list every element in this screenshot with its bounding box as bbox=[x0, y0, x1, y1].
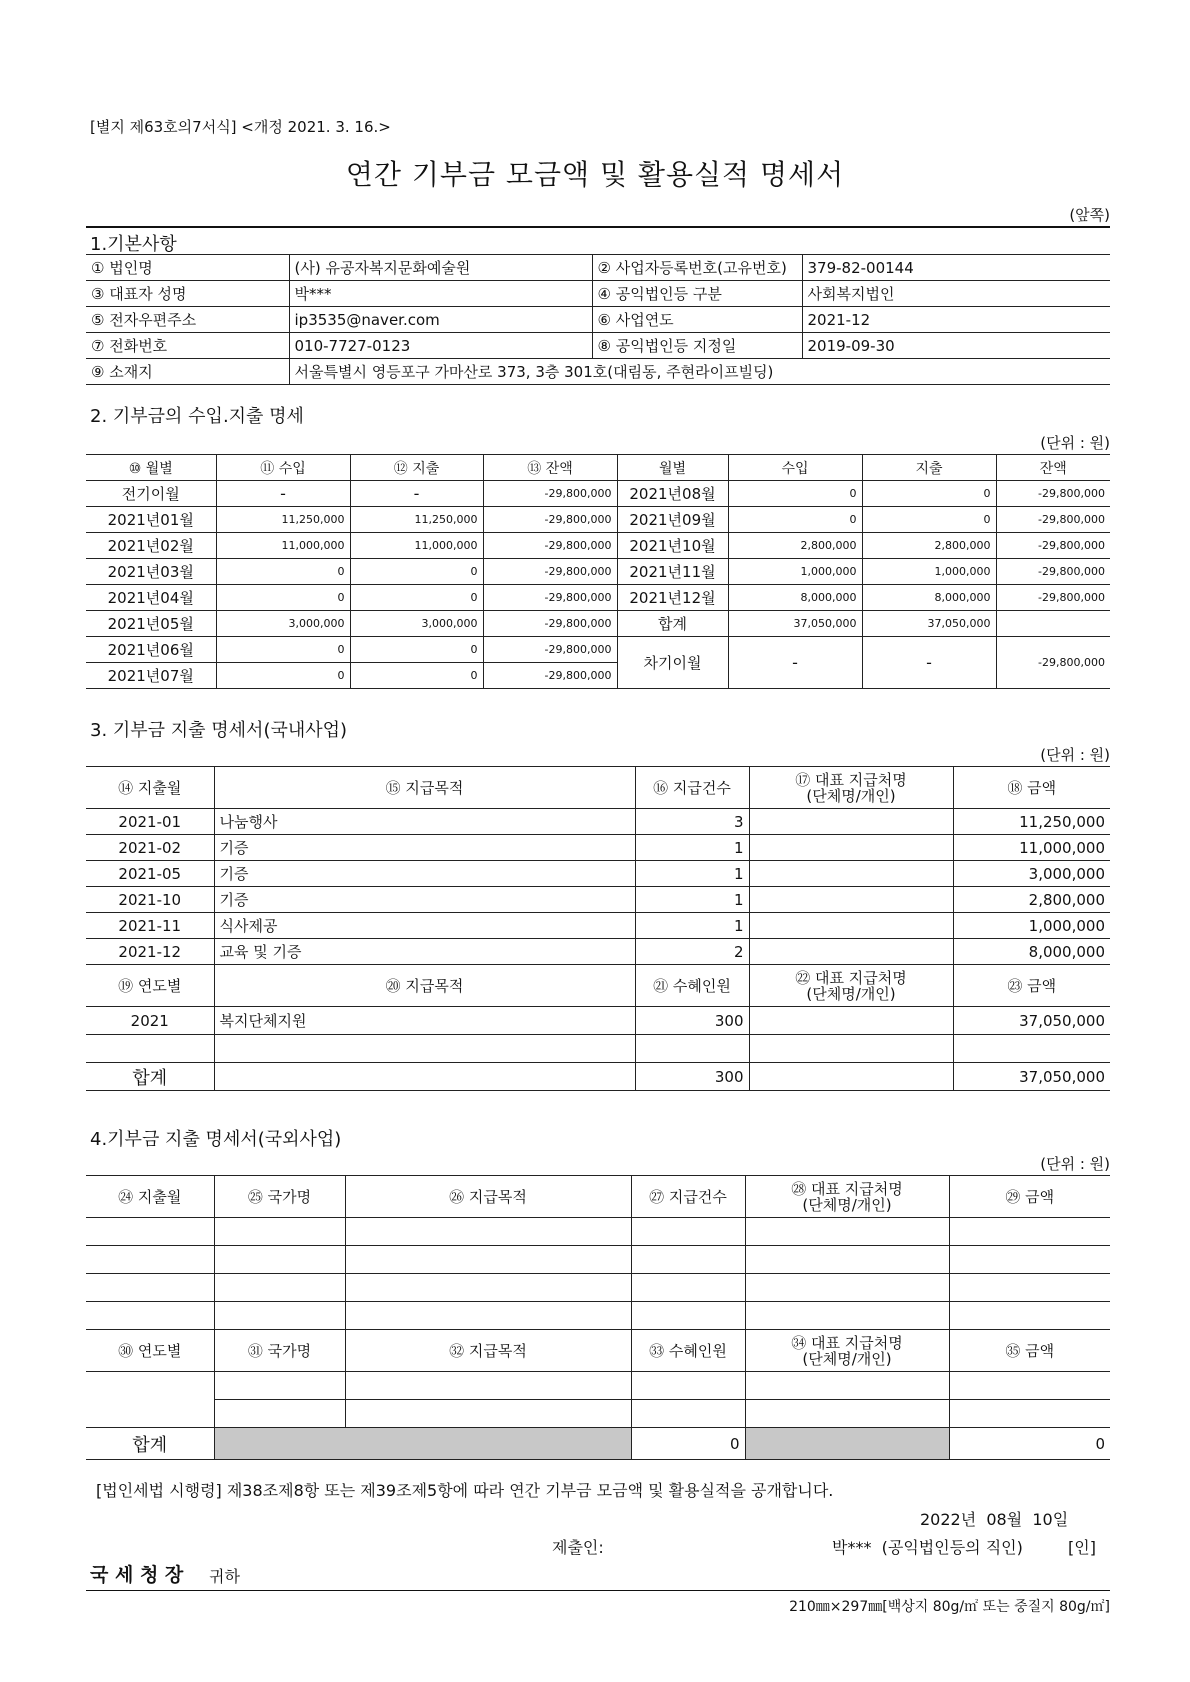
column-header: ⑬ 잔액 bbox=[483, 455, 617, 481]
empty-cell bbox=[214, 1372, 345, 1400]
empty-cell bbox=[745, 1302, 949, 1330]
page-side: (앞쪽) bbox=[1069, 206, 1110, 224]
recipient-cell bbox=[749, 939, 953, 965]
total-amount: 0 bbox=[949, 1428, 1110, 1460]
table-header-row bbox=[86, 455, 1110, 481]
empty-cell bbox=[949, 1400, 1110, 1428]
total-row bbox=[86, 1063, 1110, 1091]
income-cell: 3,000,000 bbox=[216, 611, 350, 637]
column-header: ⑱ 금액 bbox=[953, 767, 1110, 809]
table-header-row bbox=[86, 1176, 1110, 1218]
info-value: (사) 유공자복지문화예술원 bbox=[289, 255, 592, 281]
table-row bbox=[86, 637, 1110, 663]
empty-cell bbox=[214, 1302, 345, 1330]
balance-cell bbox=[996, 611, 1110, 637]
balance-cell: -29,800,000 bbox=[483, 637, 617, 663]
month-cell: 2021년08월 bbox=[617, 481, 728, 507]
header-line: ㉞ 대표 지급처명 bbox=[791, 1333, 903, 1352]
empty-cell bbox=[86, 1246, 214, 1274]
amount-cell: 2,800,000 bbox=[953, 887, 1110, 913]
column-header: ㉖ 지급목적 bbox=[345, 1176, 631, 1218]
column-header: ㉗ 지급건수 bbox=[631, 1176, 745, 1218]
unit-label: (단위 : 원) bbox=[1040, 1155, 1110, 1173]
section-divider bbox=[86, 226, 1110, 228]
info-value: 379-82-00144 bbox=[802, 255, 1110, 281]
column-header bbox=[749, 767, 953, 809]
info-row bbox=[86, 359, 1110, 385]
count-cell: 3 bbox=[635, 809, 749, 835]
income-cell: 8,000,000 bbox=[728, 585, 862, 611]
month-cell: 2021년05월 bbox=[86, 611, 216, 637]
balance-cell: -29,800,000 bbox=[483, 481, 617, 507]
count-cell: 300 bbox=[635, 1007, 749, 1035]
column-header: ㉙ 금액 bbox=[949, 1176, 1110, 1218]
column-header: ⑲ 연도별 bbox=[86, 965, 214, 1007]
section-1-heading: 1.기본사항 bbox=[90, 234, 177, 255]
count-cell: 2 bbox=[635, 939, 749, 965]
month-cell: 2021년07월 bbox=[86, 663, 216, 689]
empty-cell bbox=[345, 1218, 631, 1246]
total-count: 0 bbox=[631, 1428, 745, 1460]
month-cell: 2021년04월 bbox=[86, 585, 216, 611]
purpose-cell: 교육 및 기증 bbox=[214, 939, 635, 965]
count-cell: 1 bbox=[635, 861, 749, 887]
header-line: (단체명/개인) bbox=[802, 1195, 892, 1214]
income-cell: 2,800,000 bbox=[728, 533, 862, 559]
expense-cell: 2,800,000 bbox=[862, 533, 996, 559]
info-label: ⑥ 사업연도 bbox=[592, 307, 802, 333]
empty-cell bbox=[635, 1035, 749, 1063]
month-cell: 2021-01 bbox=[86, 809, 214, 835]
table-row bbox=[86, 1372, 1110, 1400]
column-header bbox=[749, 965, 953, 1007]
table-row bbox=[86, 1035, 1110, 1063]
page-title: 연간 기부금 모금액 및 활용실적 명세서 bbox=[345, 158, 845, 191]
column-header: 지출 bbox=[862, 455, 996, 481]
count-cell: 1 bbox=[635, 913, 749, 939]
balance-cell: -29,800,000 bbox=[996, 559, 1110, 585]
empty-cell bbox=[631, 1400, 745, 1428]
info-label: ① 법인명 bbox=[86, 255, 289, 281]
column-header bbox=[745, 1330, 949, 1372]
total-label: 합계 bbox=[86, 1428, 214, 1460]
empty-cell bbox=[949, 1274, 1110, 1302]
empty-cell bbox=[745, 1246, 949, 1274]
form-header: [별지 제63호의7서식] <개정 2021. 3. 16.> bbox=[90, 118, 391, 136]
info-label: ⑦ 전화번호 bbox=[86, 333, 289, 359]
expense-cell: 11,000,000 bbox=[350, 533, 483, 559]
recipient-cell bbox=[749, 887, 953, 913]
column-header: ⑮ 지급목적 bbox=[214, 767, 635, 809]
table-header-row bbox=[86, 965, 1110, 1007]
column-header: ㉑ 수혜인원 bbox=[635, 965, 749, 1007]
total-count: 300 bbox=[635, 1063, 749, 1091]
empty-cell bbox=[745, 1274, 949, 1302]
income-cell: 0 bbox=[216, 585, 350, 611]
empty-cell bbox=[214, 1035, 635, 1063]
table-row bbox=[86, 887, 1110, 913]
empty-cell bbox=[214, 1274, 345, 1302]
legal-notice: [법인세법 시행령] 제38조제8항 또는 제39조제5항에 따라 연간 기부금 모금액 및 활용실적을 공개합니다. bbox=[96, 1481, 834, 1500]
column-header: 잔액 bbox=[996, 455, 1110, 481]
empty-cell bbox=[345, 1372, 631, 1400]
count-cell: 1 bbox=[635, 887, 749, 913]
table-row bbox=[86, 559, 1110, 585]
header-line: (단체명/개인) bbox=[806, 786, 896, 805]
empty-cell bbox=[86, 1035, 214, 1063]
empty-cell bbox=[745, 1372, 949, 1400]
empty-cell bbox=[749, 1035, 953, 1063]
column-header: ㉟ 금액 bbox=[949, 1330, 1110, 1372]
empty-cell bbox=[745, 1218, 949, 1246]
unit-label: (단위 : 원) bbox=[1040, 746, 1110, 764]
column-header: 수입 bbox=[728, 455, 862, 481]
expense-cell: 8,000,000 bbox=[862, 585, 996, 611]
column-header: ㉓ 금액 bbox=[953, 965, 1110, 1007]
info-label: ② 사업자등록번호(고유번호) bbox=[592, 255, 802, 281]
shaded-cell bbox=[745, 1428, 949, 1460]
expense-cell: 3,000,000 bbox=[350, 611, 483, 637]
empty-cell bbox=[345, 1246, 631, 1274]
expense-cell: 0 bbox=[350, 663, 483, 689]
amount-cell: 1,000,000 bbox=[953, 913, 1110, 939]
purpose-cell: 나눔행사 bbox=[214, 809, 635, 835]
month-cell: 2021-11 bbox=[86, 913, 214, 939]
table-row bbox=[86, 1400, 1110, 1428]
balance-cell: -29,800,000 bbox=[483, 559, 617, 585]
table-row bbox=[86, 835, 1110, 861]
header-line: (단체명/개인) bbox=[806, 984, 896, 1003]
table-header-row bbox=[86, 1330, 1110, 1372]
empty-cell bbox=[345, 1302, 631, 1330]
month-cell: 2021년01월 bbox=[86, 507, 216, 533]
table-row bbox=[86, 611, 1110, 637]
recipient-cell bbox=[749, 809, 953, 835]
domestic-expense-table bbox=[86, 766, 1110, 1091]
income-cell: 11,250,000 bbox=[216, 507, 350, 533]
info-row bbox=[86, 307, 1110, 333]
section-4-heading: 4.기부금 지출 명세서(국외사업) bbox=[90, 1129, 342, 1150]
table-row bbox=[86, 507, 1110, 533]
expense-cell: 37,050,000 bbox=[862, 611, 996, 637]
column-header: ㉝ 수혜인원 bbox=[631, 1330, 745, 1372]
table-row bbox=[86, 585, 1110, 611]
header-line: ㉘ 대표 지급처명 bbox=[791, 1179, 903, 1198]
income-cell: 37,050,000 bbox=[728, 611, 862, 637]
balance-cell: -29,800,000 bbox=[996, 585, 1110, 611]
info-label: ③ 대표자 성명 bbox=[86, 281, 289, 307]
amount-cell: 11,000,000 bbox=[953, 835, 1110, 861]
month-cell: 2021-05 bbox=[86, 861, 214, 887]
balance-cell: -29,800,000 bbox=[483, 663, 617, 689]
empty-cell bbox=[949, 1218, 1110, 1246]
basic-info-table bbox=[86, 254, 1110, 385]
info-row bbox=[86, 255, 1110, 281]
income-cell: 0 bbox=[216, 663, 350, 689]
empty-cell bbox=[86, 1372, 214, 1428]
column-header: ⑳ 지급목적 bbox=[214, 965, 635, 1007]
income-expense-table bbox=[86, 454, 1110, 689]
month-cell: 2021년03월 bbox=[86, 559, 216, 585]
info-value: 2021-12 bbox=[802, 307, 1110, 333]
empty-cell bbox=[745, 1400, 949, 1428]
balance-cell: -29,800,000 bbox=[996, 507, 1110, 533]
expense-cell: - bbox=[350, 481, 483, 507]
info-value: 사회복지법인 bbox=[802, 281, 1110, 307]
purpose-cell: 복지단체지원 bbox=[214, 1007, 635, 1035]
month-cell: 2021년02월 bbox=[86, 533, 216, 559]
amount-cell: 3,000,000 bbox=[953, 861, 1110, 887]
overseas-expense-table bbox=[86, 1175, 1110, 1460]
info-row bbox=[86, 333, 1110, 359]
recipient-cell bbox=[749, 861, 953, 887]
empty-cell bbox=[631, 1246, 745, 1274]
column-header: ㉜ 지급목적 bbox=[345, 1330, 631, 1372]
column-header: ㉔ 지출월 bbox=[86, 1176, 214, 1218]
seal-mark: [인] bbox=[1068, 1538, 1096, 1557]
purpose-cell: 기증 bbox=[214, 861, 635, 887]
count-cell: 1 bbox=[635, 835, 749, 861]
info-label: ⑨ 소재지 bbox=[86, 359, 289, 385]
table-row bbox=[86, 1007, 1110, 1035]
income-cell: 1,000,000 bbox=[728, 559, 862, 585]
balance-cell: -29,800,000 bbox=[483, 533, 617, 559]
empty-cell bbox=[631, 1372, 745, 1400]
total-amount: 37,050,000 bbox=[953, 1063, 1110, 1091]
section-2-heading: 2. 기부금의 수입.지출 명세 bbox=[90, 406, 304, 427]
empty-cell bbox=[345, 1274, 631, 1302]
recipient-suffix: 귀하 bbox=[209, 1567, 240, 1586]
info-label: ④ 공익법인등 구분 bbox=[592, 281, 802, 307]
column-header: ⑪ 수입 bbox=[216, 455, 350, 481]
purpose-cell: 기증 bbox=[214, 887, 635, 913]
amount-cell: 37,050,000 bbox=[953, 1007, 1110, 1035]
empty-cell bbox=[86, 1302, 214, 1330]
month-cell: 2021-12 bbox=[86, 939, 214, 965]
table-row bbox=[86, 533, 1110, 559]
table-row bbox=[86, 809, 1110, 835]
income-cell: 11,000,000 bbox=[216, 533, 350, 559]
footer-divider bbox=[86, 1590, 1110, 1591]
empty-cell bbox=[631, 1302, 745, 1330]
month-cell: 2021년11월 bbox=[617, 559, 728, 585]
balance-cell: -29,800,000 bbox=[483, 585, 617, 611]
carry-balance-cell: -29,800,000 bbox=[996, 637, 1110, 689]
info-value: 2019-09-30 bbox=[802, 333, 1110, 359]
table-row bbox=[86, 1218, 1110, 1246]
carry-expense-cell: - bbox=[862, 637, 996, 689]
recipient-cell bbox=[749, 913, 953, 939]
empty-cell bbox=[214, 1400, 345, 1428]
recipient-cell bbox=[749, 835, 953, 861]
shaded-cell bbox=[214, 1428, 631, 1460]
column-header: ⑭ 지출월 bbox=[86, 767, 214, 809]
total-row bbox=[86, 1428, 1110, 1460]
amount-cell: 8,000,000 bbox=[953, 939, 1110, 965]
submitter-label: 제출인: bbox=[552, 1538, 604, 1557]
expense-cell: 0 bbox=[350, 637, 483, 663]
section-3-heading: 3. 기부금 지출 명세서(국내사업) bbox=[90, 720, 348, 741]
empty-cell bbox=[631, 1274, 745, 1302]
empty-cell bbox=[86, 1274, 214, 1302]
income-cell: - bbox=[216, 481, 350, 507]
month-cell: 2021년10월 bbox=[617, 533, 728, 559]
empty-cell bbox=[86, 1218, 214, 1246]
recipient: 국 세 청 장 bbox=[90, 1564, 184, 1586]
submission-date: 2022년 08월 10일 bbox=[920, 1510, 1069, 1529]
empty-cell bbox=[749, 1063, 953, 1091]
info-value: 박*** bbox=[289, 281, 592, 307]
table-row bbox=[86, 913, 1110, 939]
income-cell: 0 bbox=[728, 481, 862, 507]
carry-income-cell: - bbox=[728, 637, 862, 689]
empty-cell bbox=[345, 1400, 631, 1428]
expense-cell: 0 bbox=[350, 585, 483, 611]
purpose-cell: 기증 bbox=[214, 835, 635, 861]
info-label: ⑤ 전자우편주소 bbox=[86, 307, 289, 333]
balance-cell: -29,800,000 bbox=[996, 481, 1110, 507]
empty-cell bbox=[214, 1063, 635, 1091]
info-label: ⑧ 공익법인등 지정일 bbox=[592, 333, 802, 359]
table-row bbox=[86, 861, 1110, 887]
month-cell: 2021년06월 bbox=[86, 637, 216, 663]
unit-label: (단위 : 원) bbox=[1040, 434, 1110, 452]
empty-cell bbox=[949, 1246, 1110, 1274]
empty-cell bbox=[214, 1218, 345, 1246]
paper-spec: 210㎜×297㎜[백상지 80g/㎡ 또는 중질지 80g/㎡] bbox=[789, 1599, 1110, 1615]
expense-cell: 0 bbox=[350, 559, 483, 585]
info-value: 010-7727-0123 bbox=[289, 333, 592, 359]
empty-cell bbox=[949, 1302, 1110, 1330]
expense-cell: 0 bbox=[862, 507, 996, 533]
purpose-cell: 식사제공 bbox=[214, 913, 635, 939]
header-line: ㉒ 대표 지급처명 bbox=[795, 968, 907, 987]
expense-cell: 0 bbox=[862, 481, 996, 507]
header-line: ⑰ 대표 지급처명 bbox=[795, 770, 907, 789]
column-header: ㉛ 국가명 bbox=[214, 1330, 345, 1372]
table-row bbox=[86, 481, 1110, 507]
submitter-name: 박*** (공익법인등의 직인) bbox=[832, 1538, 1023, 1557]
table-row bbox=[86, 1302, 1110, 1330]
empty-cell bbox=[631, 1218, 745, 1246]
column-header: ⑯ 지급건수 bbox=[635, 767, 749, 809]
table-row bbox=[86, 1274, 1110, 1302]
balance-cell: -29,800,000 bbox=[996, 533, 1110, 559]
balance-cell: -29,800,000 bbox=[483, 611, 617, 637]
month-cell: 2021-10 bbox=[86, 887, 214, 913]
empty-cell bbox=[953, 1035, 1110, 1063]
column-header bbox=[745, 1176, 949, 1218]
empty-cell bbox=[214, 1246, 345, 1274]
column-header: ㉕ 국가명 bbox=[214, 1176, 345, 1218]
expense-cell: 1,000,000 bbox=[862, 559, 996, 585]
month-cell: 2021년12월 bbox=[617, 585, 728, 611]
month-cell: 2021년09월 bbox=[617, 507, 728, 533]
info-value: ip3535@naver.com bbox=[289, 307, 592, 333]
expense-cell: 11,250,000 bbox=[350, 507, 483, 533]
income-cell: 0 bbox=[216, 637, 350, 663]
year-cell: 2021 bbox=[86, 1007, 214, 1035]
empty-cell bbox=[949, 1372, 1110, 1400]
month-cell: 합계 bbox=[617, 611, 728, 637]
column-header: ⑩ 월별 bbox=[86, 455, 216, 481]
table-header-row bbox=[86, 767, 1110, 809]
total-label: 합계 bbox=[86, 1063, 214, 1091]
header-line: (단체명/개인) bbox=[802, 1349, 892, 1368]
column-header: 월별 bbox=[617, 455, 728, 481]
carry-month-cell: 차기이월 bbox=[617, 637, 728, 689]
column-header: ㉚ 연도별 bbox=[86, 1330, 214, 1372]
month-cell: 전기이월 bbox=[86, 481, 216, 507]
column-header: ⑫ 지출 bbox=[350, 455, 483, 481]
info-row bbox=[86, 281, 1110, 307]
address-value: 서울특별시 영등포구 가마산로 373, 3층 301호(대림동, 주현라이프빌딩) bbox=[289, 359, 1110, 385]
table-row bbox=[86, 1246, 1110, 1274]
income-cell: 0 bbox=[216, 559, 350, 585]
balance-cell: -29,800,000 bbox=[483, 507, 617, 533]
table-row bbox=[86, 939, 1110, 965]
income-cell: 0 bbox=[728, 507, 862, 533]
month-cell: 2021-02 bbox=[86, 835, 214, 861]
recipient-cell bbox=[749, 1007, 953, 1035]
amount-cell: 11,250,000 bbox=[953, 809, 1110, 835]
